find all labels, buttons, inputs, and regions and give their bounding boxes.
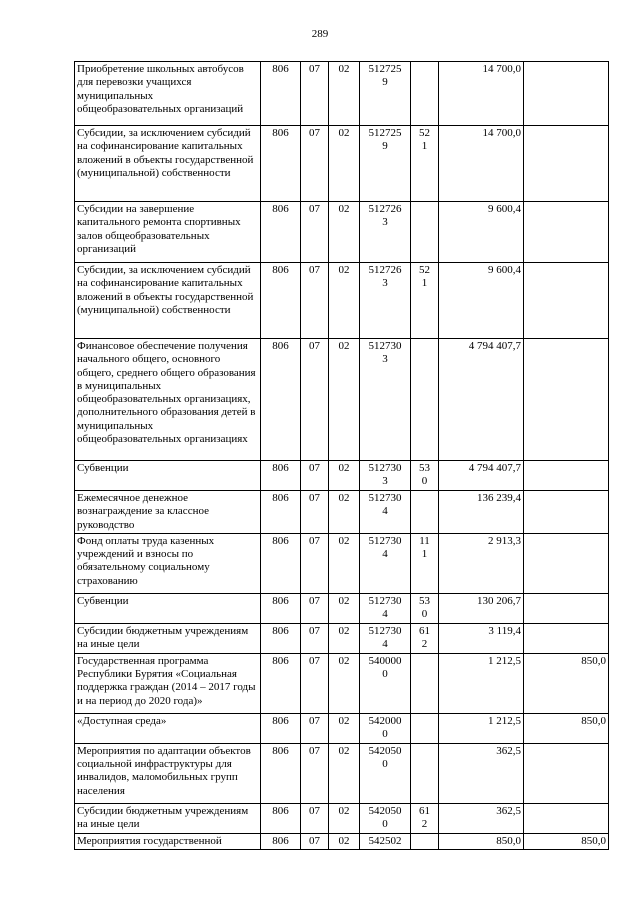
amount-current-cell: 362,5 [439, 803, 524, 833]
page-number: 289 [311, 28, 329, 40]
section-code-cell: 07 [301, 803, 329, 833]
subsection-code-cell: 02 [329, 461, 360, 491]
expense-type-code-cell: 61 2 [411, 623, 439, 653]
table-row [75, 263, 609, 339]
expense-type-code-cell: 61 2 [411, 803, 439, 833]
target-article-code-cell: 512730 4 [360, 533, 411, 593]
section-code-cell: 07 [301, 533, 329, 593]
ministry-code-cell: 806 [261, 713, 301, 743]
row-name-cell: Субвенции [75, 593, 261, 623]
ministry-code-cell: 806 [261, 263, 301, 339]
subsection-code-cell: 02 [329, 623, 360, 653]
table-row [75, 62, 609, 126]
target-article-code-cell: 540000 0 [360, 653, 411, 713]
section-code-cell: 07 [301, 461, 329, 491]
ministry-code-cell: 806 [261, 623, 301, 653]
expense-type-code-cell [411, 339, 439, 461]
row-name-cell: Субсидии на завершение капитального ремонта спортивных залов общеобразовательных организаций [75, 202, 261, 263]
table-row [75, 202, 609, 263]
ministry-code-cell: 806 [261, 126, 301, 202]
ministry-code-cell: 806 [261, 743, 301, 803]
section-code-cell: 07 [301, 202, 329, 263]
amount-current-cell: 362,5 [439, 743, 524, 803]
table-row [75, 743, 609, 803]
ministry-code-cell: 806 [261, 593, 301, 623]
ministry-code-cell: 806 [261, 202, 301, 263]
table-row [75, 533, 609, 593]
row-name-cell: Фонд оплаты труда казенных учреждений и взносы по обязательному социальному страхованию [75, 533, 261, 593]
ministry-code-cell: 806 [261, 653, 301, 713]
amount-federal-cell [524, 743, 609, 803]
target-article-code-cell: 512730 4 [360, 593, 411, 623]
amount-current-cell: 14 700,0 [439, 126, 524, 202]
row-name-cell: Ежемесячное денежное вознаграждение за классное руководство [75, 491, 261, 534]
amount-current-cell: 9 600,4 [439, 202, 524, 263]
subsection-code-cell: 02 [329, 653, 360, 713]
amount-current-cell: 9 600,4 [439, 263, 524, 339]
expense-type-code-cell [411, 491, 439, 534]
subsection-code-cell: 02 [329, 833, 360, 849]
expense-type-code-cell [411, 713, 439, 743]
ministry-code-cell: 806 [261, 833, 301, 849]
table-row [75, 491, 609, 534]
subsection-code-cell: 02 [329, 62, 360, 126]
amount-federal-cell [524, 803, 609, 833]
target-article-code-cell: 512725 9 [360, 62, 411, 126]
table-row [75, 713, 609, 743]
ministry-code-cell: 806 [261, 461, 301, 491]
target-article-code-cell: 512730 3 [360, 339, 411, 461]
section-code-cell: 07 [301, 743, 329, 803]
target-article-code-cell: 512730 4 [360, 623, 411, 653]
subsection-code-cell: 02 [329, 743, 360, 803]
table-row [75, 461, 609, 491]
row-name-cell: Государственная программа Республики Бурятия «Социальная поддержка граждан (2014 – 2017 годы и на период до 2020 года)» [75, 653, 261, 713]
subsection-code-cell: 02 [329, 339, 360, 461]
row-name-cell: Субсидии бюджетным учреждениям на иные цели [75, 623, 261, 653]
expense-type-code-cell: 52 1 [411, 126, 439, 202]
section-code-cell: 07 [301, 593, 329, 623]
target-article-code-cell: 512730 4 [360, 491, 411, 534]
row-name-cell: Субвенции [75, 461, 261, 491]
expense-type-code-cell [411, 202, 439, 263]
target-article-code-cell: 542000 0 [360, 713, 411, 743]
subsection-code-cell: 02 [329, 491, 360, 534]
row-name-cell: Мероприятия государственной [75, 833, 261, 849]
amount-current-cell: 4 794 407,7 [439, 339, 524, 461]
table-row [75, 803, 609, 833]
ministry-code-cell: 806 [261, 339, 301, 461]
amount-current-cell: 136 239,4 [439, 491, 524, 534]
amount-current-cell: 14 700,0 [439, 62, 524, 126]
amount-current-cell: 850,0 [439, 833, 524, 849]
expense-type-code-cell: 11 1 [411, 533, 439, 593]
table-row [75, 339, 609, 461]
amount-current-cell: 4 794 407,7 [439, 461, 524, 491]
amount-federal-cell [524, 202, 609, 263]
row-name-cell: Субсидии бюджетным учреждениям на иные цели [75, 803, 261, 833]
target-article-code-cell: 512726 3 [360, 202, 411, 263]
section-code-cell: 07 [301, 713, 329, 743]
amount-current-cell: 1 212,5 [439, 653, 524, 713]
ministry-code-cell: 806 [261, 491, 301, 534]
target-article-code-cell: 542050 0 [360, 803, 411, 833]
budget-table-body [75, 62, 609, 850]
table-row [75, 593, 609, 623]
amount-federal-cell [524, 461, 609, 491]
section-code-cell: 07 [301, 126, 329, 202]
row-name-cell: «Доступная среда» [75, 713, 261, 743]
expense-type-code-cell [411, 653, 439, 713]
section-code-cell: 07 [301, 62, 329, 126]
row-name-cell: Мероприятия по адаптации объектов социальной инфраструктуры для инвалидов, маломобильных групп населения [75, 743, 261, 803]
table-row [75, 126, 609, 202]
amount-current-cell: 130 206,7 [439, 593, 524, 623]
amount-federal-cell [524, 263, 609, 339]
target-article-code-cell: 512725 9 [360, 126, 411, 202]
subsection-code-cell: 02 [329, 803, 360, 833]
table-row [75, 623, 609, 653]
subsection-code-cell: 02 [329, 533, 360, 593]
row-name-cell: Финансовое обеспечение получения начального общего, основного общего, среднего общего образования в муниципальных общеобразовательных организациях, дополнительного образования детей в муниципальных общеобразовательных организациях [75, 339, 261, 461]
table-row [75, 833, 609, 849]
ministry-code-cell: 806 [261, 803, 301, 833]
section-code-cell: 07 [301, 653, 329, 713]
section-code-cell: 07 [301, 491, 329, 534]
amount-federal-cell: 850,0 [524, 713, 609, 743]
amount-federal-cell [524, 593, 609, 623]
target-article-code-cell: 512726 3 [360, 263, 411, 339]
amount-current-cell: 2 913,3 [439, 533, 524, 593]
row-name-cell: Субсидии, за исключением субсидий на софинансирование капитальных вложений в объекты государственной (муниципальной) собственности [75, 263, 261, 339]
ministry-code-cell: 806 [261, 533, 301, 593]
amount-federal-cell [524, 491, 609, 534]
section-code-cell: 07 [301, 339, 329, 461]
target-article-code-cell: 542050 0 [360, 743, 411, 803]
section-code-cell: 07 [301, 263, 329, 339]
amount-federal-cell: 850,0 [524, 833, 609, 849]
section-code-cell: 07 [301, 623, 329, 653]
subsection-code-cell: 02 [329, 713, 360, 743]
expense-type-code-cell [411, 833, 439, 849]
target-article-code-cell: 512730 3 [360, 461, 411, 491]
amount-federal-cell [524, 126, 609, 202]
amount-federal-cell [524, 623, 609, 653]
amount-federal-cell [524, 339, 609, 461]
expense-type-code-cell: 52 1 [411, 263, 439, 339]
amount-federal-cell: 850,0 [524, 653, 609, 713]
table-row [75, 653, 609, 713]
amount-federal-cell [524, 533, 609, 593]
subsection-code-cell: 02 [329, 126, 360, 202]
subsection-code-cell: 02 [329, 202, 360, 263]
budget-table [74, 61, 609, 850]
section-code-cell: 07 [301, 833, 329, 849]
expense-type-code-cell [411, 743, 439, 803]
row-name-cell: Субсидии, за исключением субсидий на софинансирование капитальных вложений в объекты государственной (муниципальной) собственности [75, 126, 261, 202]
amount-current-cell: 3 119,4 [439, 623, 524, 653]
amount-federal-cell [524, 62, 609, 126]
target-article-code-cell: 542502 [360, 833, 411, 849]
expense-type-code-cell: 53 0 [411, 593, 439, 623]
expense-type-code-cell: 53 0 [411, 461, 439, 491]
ministry-code-cell: 806 [261, 62, 301, 126]
amount-current-cell: 1 212,5 [439, 713, 524, 743]
row-name-cell: Приобретение школьных автобусов для перевозки учащихся муниципальных общеобразовательных организаций [75, 62, 261, 126]
subsection-code-cell: 02 [329, 263, 360, 339]
subsection-code-cell: 02 [329, 593, 360, 623]
expense-type-code-cell [411, 62, 439, 126]
